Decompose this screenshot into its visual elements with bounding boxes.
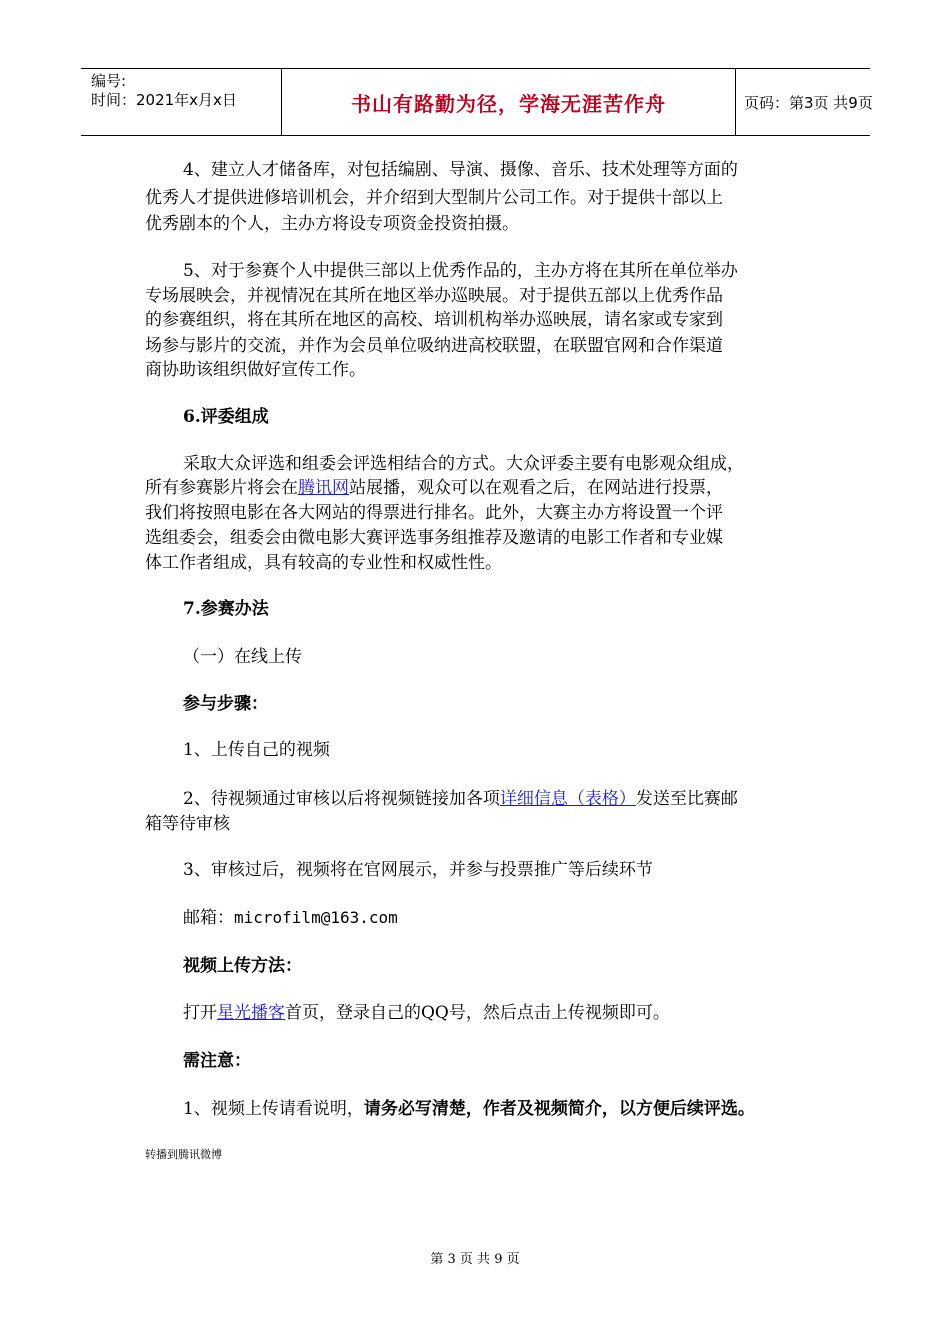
note-1-text: 1、视频上传请看说明， [183, 1099, 364, 1119]
paragraph-5-line-3: 的参赛组织，将在其所在地区的高校、培训机构举办巡映展，请名家或专家到 [145, 310, 723, 330]
upload-method-text [183, 1001, 670, 1025]
paragraph-6-line-2-rest: 站展播，观众可以在观看之后，在网站进行投票， [349, 478, 723, 498]
paragraph-6-line-4: 选组委会，组委会由微电影大赛评选事务组推荐及邀请的电影工作者和专业媒 [145, 528, 723, 548]
step-2-line-2: 箱等待审核 [145, 814, 230, 834]
paragraph-6-line-1: 采取大众评选和组委会评选相结合的方式。大众评委主要有电影观众组成， [183, 454, 744, 474]
details-form-link[interactable]: 详细信息（表格） [499, 789, 636, 809]
paragraph-6-line-3: 我们将按照电影在各大网站的得票进行排名。此外，大赛主办方将设置一个评 [145, 503, 723, 523]
paragraph-4-line-1: 4、建立人才储备库，对包括编剧、导演、摄像、音乐、技术处理等方面的 [183, 160, 738, 180]
paragraph-6-line-5: 体工作者组成，具有较高的专业性和权威性性。 [145, 553, 502, 573]
step-2-line-1 [183, 787, 738, 811]
paragraph-5-line-5: 商协助该组织做好宣传工作。 [145, 360, 366, 380]
header-motto: 书山有路勤为径，学海无涯苦作舟 [351, 91, 666, 116]
step-2-rest: 发送至比赛邮 [635, 789, 738, 809]
paragraph-6-line-2 [145, 476, 723, 500]
upload-method-heading: 视频上传方法： [183, 956, 302, 976]
tencent-link[interactable]: 腾讯网 [298, 478, 349, 498]
note-1-bold-text: 请务必写清楚，作者及视频简介，以方便后续评选。 [363, 1099, 755, 1119]
share-to-tencent-weibo[interactable]: 转播到腾讯微博 [145, 1148, 222, 1161]
document-time-label: 时间：2021年x月x日 [91, 91, 237, 109]
upload-text-pre: 打开 [183, 1003, 217, 1023]
section-7-heading: 7.参赛办法 [183, 599, 269, 619]
paragraph-6-line-2-text: 所有参赛影片将会在 [145, 478, 298, 498]
step-2-text: 2、待视频通过审核以后将视频链接加各项 [183, 789, 500, 809]
paragraph-5-line-1: 5、对于参赛个人中提供三部以上优秀作品的，主办方将在其所在单位举办 [183, 261, 738, 281]
paragraph-5-line-2: 专场展映会，并视情况在其所在地区举办巡映展。对于提供五部以上优秀作品 [145, 286, 723, 306]
header-motto-cell [281, 69, 736, 135]
paragraph-4-line-2: 优秀人才提供进修培训机会，并介绍到大型制片公司工作。对于提供十部以上 [145, 188, 723, 208]
online-upload-subheading: （一）在线上传 [183, 647, 302, 667]
section-6-heading: 6.评委组成 [183, 407, 269, 427]
document-number-label: 编号: [91, 72, 127, 90]
email-label: 邮箱： [183, 908, 234, 928]
email-address: microfilm@163.com [234, 908, 398, 927]
paragraph-4-line-3: 优秀剧本的个人，主办方将设专项资金投资拍摄。 [145, 214, 519, 234]
paragraph-5-line-4: 场参与影片的交流，并作为会员单位吸纳进高校联盟，在联盟官网和合作渠道 [145, 336, 723, 356]
notes-heading: 需注意： [183, 1051, 251, 1071]
step-3: 3、审核过后，视频将在官网展示，并参与投票推广等后续环节 [183, 860, 653, 880]
page-header [81, 68, 873, 136]
header-page-cell [736, 69, 873, 135]
note-1 [183, 1097, 755, 1121]
step-1: 1、上传自己的视频 [183, 740, 330, 760]
email-line [183, 906, 398, 930]
upload-text-post: 首页，登录自己的QQ号，然后点击上传视频即可。 [285, 1003, 670, 1023]
header-page-number: 页码：第3页 共9页 [744, 93, 873, 112]
xingguang-podcast-link[interactable]: 星光播客 [217, 1003, 285, 1023]
header-left-cell [81, 69, 281, 135]
page-footer-number: 第 3 页 共 9 页 [430, 1252, 520, 1267]
steps-heading: 参与步骤： [183, 694, 268, 714]
